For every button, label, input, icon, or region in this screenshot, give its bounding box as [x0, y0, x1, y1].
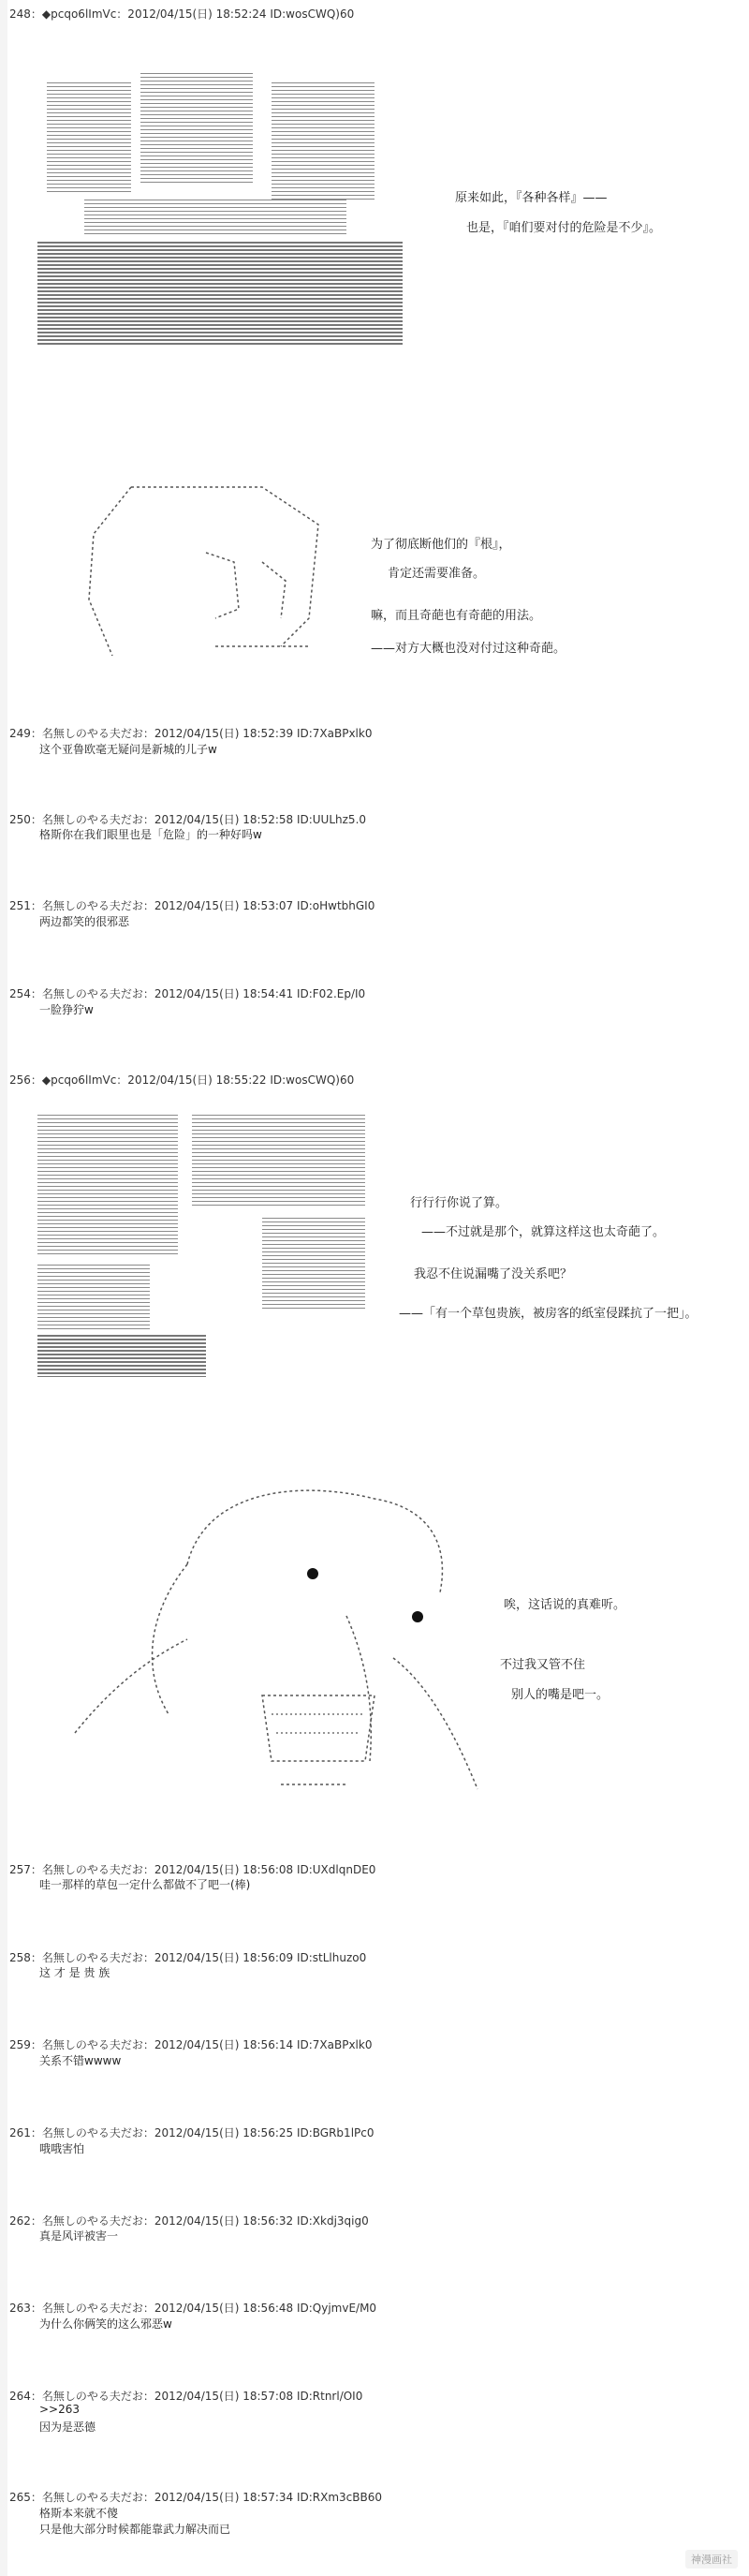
narration-248-1: 原来如此，『各种各样』——: [455, 191, 608, 205]
post-header-248: 248：◆pcqo6lImVc：2012/04/15(日) 18:52:24 ID:wosCWQ)60: [9, 7, 355, 21]
post-body-258: 这 才 是 贵 族: [39, 1966, 110, 1979]
narration-256-4: ——「有一个草包贵族，被房客的纸室侵蹂抗了一把」。: [399, 1307, 698, 1321]
narration-8-2: 不过我又管不住: [500, 1658, 586, 1672]
post-header-263: 263：名無しのやる夫だお：2012/04/15(日) 18:56:48 ID:QyjmvE/M0: [9, 2302, 377, 2315]
narration-2-4: ——对方大概也没对付过这种奇葩。: [371, 642, 566, 656]
post-body-264-2: 因为是恶德: [39, 2421, 96, 2434]
post-body-265-2: 只是他大部分时候都能靠武力解决而已: [39, 2523, 231, 2536]
post-header-259: 259：名無しのやる夫だお：2012/04/15(日) 18:56:14 ID:7XaBPxlk0: [9, 2038, 373, 2051]
post-header-258: 258：名無しのやる夫だお：2012/04/15(日) 18:56:09 ID:stLlhuzo0: [9, 1951, 367, 1964]
post-header-264: 264：名無しのやる夫だお：2012/04/15(日) 18:57:08 ID:Rtnrl/OI0: [9, 2390, 363, 2403]
ascii-art-figure-4: [37, 1452, 506, 1817]
ascii-art-figure-3: [37, 1115, 370, 1386]
post-header-262: 262：名無しのやる夫だお：2012/04/15(日) 18:56:32 ID:Xkdj3qig0: [9, 2214, 369, 2228]
ascii-art-figure-2: [75, 478, 356, 674]
post-body-262: 真是风评被害一: [39, 2229, 119, 2243]
post-body-257: 哇一那样的草包一定什么都做不了吧一(棒): [39, 1878, 251, 1891]
post-body-263: 为什么你俩笑的这么邪恶w: [39, 2317, 172, 2331]
post-header-249: 249：名無しのやる夫だお：2012/04/15(日) 18:52:39 ID:7XaBPxlk0: [9, 727, 373, 740]
narration-2-2: 肯定还需要准备。: [388, 567, 486, 581]
post-header-254: 254：名無しのやる夫だお：2012/04/15(日) 18:54:41 ID:F02.Ep/I0: [9, 987, 366, 1000]
post-header-251: 251：名無しのやる夫だお：2012/04/15(日) 18:53:07 ID:oHwtbhGI0: [9, 899, 375, 912]
narration-248-2: 也是，『咱们要对付的危险是不少』。: [466, 221, 662, 235]
post-header-250: 250：名無しのやる夫だお：2012/04/15(日) 18:52:58 ID:UULhz5.0: [9, 813, 367, 826]
narration-8-3: 别人的嘴是吧一。: [511, 1688, 609, 1702]
page-margin-strip: [0, 0, 7, 2576]
narration-256-2: ——不过就是那个，就算这样这也太奇葩了。: [421, 1225, 666, 1239]
narration-2-1: 为了彻底断他们的『根』，: [371, 538, 511, 552]
ascii-art-figure-1: [37, 73, 403, 354]
post-body-259: 关系不错wwww: [39, 2054, 122, 2067]
narration-8-1: 唉，这话说的真难听。: [504, 1598, 626, 1612]
post-header-256: 256：◆pcqo6lImVc：2012/04/15(日) 18:55:22 ID:wosCWQ)60: [9, 1073, 355, 1087]
watermark: 神漫画社: [685, 2550, 738, 2569]
post-body-249: 这个亚鲁欧毫无疑问是新城的儿子w: [39, 743, 217, 756]
post-body-250: 格斯你在我们眼里也是「危险」的一种好吗w: [39, 828, 262, 841]
post-body-264-1: >>263: [39, 2403, 81, 2416]
post-body-254: 一脸狰狞w: [39, 1003, 94, 1016]
narration-256-1: 行行行你说了算。: [410, 1196, 508, 1210]
narration-256-3: 我忍不住说漏嘴了没关系吧？: [414, 1267, 573, 1281]
post-body-265-1: 格斯本来就不傻: [39, 2507, 119, 2520]
post-body-251: 两边都笑的很邪恶: [39, 915, 130, 928]
post-header-265: 265：名無しのやる夫だお：2012/04/15(日) 18:57:34 ID:RXm3cBB60: [9, 2491, 382, 2504]
narration-2-3: 嘛，而且奇葩也有奇葩的用法。: [371, 609, 542, 623]
post-header-261: 261：名無しのやる夫だお：2012/04/15(日) 18:56:25 ID:BGRb1lPc0: [9, 2126, 374, 2139]
post-header-257: 257：名無しのやる夫だお：2012/04/15(日) 18:56:08 ID:UXdlqnDE0: [9, 1863, 376, 1876]
post-body-261: 哦哦害怕: [39, 2142, 85, 2155]
